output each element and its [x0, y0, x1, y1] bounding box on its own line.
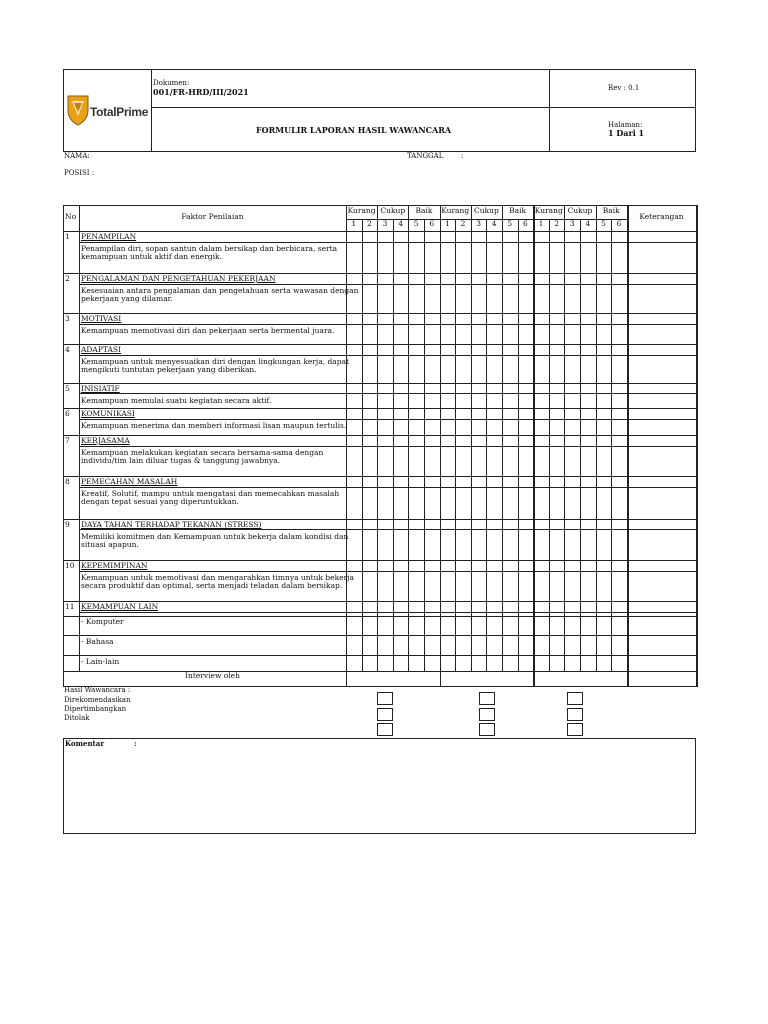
title-line	[79, 419, 696, 420]
score-line	[611, 219, 612, 671]
title-line	[79, 571, 696, 572]
revision: Rev : 0.1	[608, 84, 640, 92]
title-line	[79, 612, 696, 613]
score-number: 2	[554, 219, 559, 228]
tanggal-label: TANGGAL	[407, 152, 444, 160]
score-number: 3	[382, 219, 388, 228]
result-checkbox[interactable]	[567, 723, 583, 736]
doc-label: Dokumen:	[153, 79, 190, 87]
score-number: 4	[398, 219, 403, 228]
score-number: 5	[413, 219, 419, 228]
row-description: Penampilan diri, sopan santun dalam bersikap dan berbicara, serta	[81, 244, 338, 253]
score-line	[362, 219, 363, 671]
row-number: 6	[65, 409, 70, 418]
score-number: 5	[507, 219, 513, 228]
comment-box[interactable]	[63, 738, 696, 834]
row-title: KEMAMPUAN LAIN	[81, 602, 159, 611]
score-number: 1	[538, 219, 544, 228]
score-group-label: Cukup	[380, 206, 406, 215]
score-number: 2	[460, 219, 466, 228]
company-name: TotalPrime	[90, 105, 149, 119]
row-line	[63, 616, 696, 617]
row-description: Kemampuan untuk menyesuaikan diri dengan lingkungan kerja, dapat	[81, 357, 350, 366]
score-number: 2	[367, 219, 372, 228]
result-checkbox[interactable]	[567, 708, 583, 721]
row-description: kemampuan untuk aktif dan energik.	[81, 252, 222, 261]
interview-by-label: Interview oleh	[185, 671, 240, 680]
row-number: 10	[65, 561, 75, 570]
title-line	[79, 393, 696, 394]
company-logo	[64, 70, 152, 151]
row-title: INISIATIF	[81, 384, 120, 393]
result-checkbox[interactable]	[567, 692, 583, 705]
page-value: 1 Dari 1	[608, 128, 645, 138]
comment-label: Komentar	[65, 739, 105, 748]
row-title: PEMECAHAN MASALAH	[81, 477, 178, 486]
shield-logo-icon	[67, 94, 89, 126]
title-line	[79, 487, 696, 488]
row-line	[63, 655, 696, 656]
page-label: Halaman:	[608, 121, 643, 129]
row-line	[63, 635, 696, 636]
row-title: KERJASAMA	[81, 436, 130, 445]
tanggal-colon: :	[461, 152, 464, 160]
row-line	[63, 435, 696, 436]
title-line	[79, 284, 696, 285]
row-description: Kreatif, Solutif, mampu untuk mengatasi dan memecahkan masalah	[81, 489, 340, 498]
title-line	[79, 242, 696, 243]
row-line	[63, 408, 696, 409]
title-line	[79, 529, 696, 530]
row-description: Kemampuan memulai suatu kegiatan secara aktif.	[81, 396, 272, 405]
score-number: 1	[351, 219, 357, 228]
score-line	[518, 219, 519, 671]
row-description: Kemampuan untuk memotivasi dan mengarahkan timnya untuk bekerja	[81, 573, 354, 582]
title-line	[79, 446, 696, 447]
col-faktor-header: Faktor Penilaian	[181, 212, 244, 221]
row-description: Kemampuan memotivasi diri dan pekerjaan serta bermental juara.	[81, 326, 335, 335]
row-description: situasi apapun.	[81, 540, 139, 549]
row-title: DAYA TAHAN TERHADAP TEKANAN (STRESS)	[81, 520, 262, 529]
result-checkbox[interactable]	[479, 723, 495, 736]
comment-colon: :	[134, 739, 137, 748]
result-checkbox[interactable]	[377, 692, 393, 705]
row-title: MOTIVASI	[81, 314, 122, 323]
row-number: 1	[65, 232, 70, 241]
score-number: 6	[523, 219, 528, 228]
score-number: 6	[429, 219, 435, 228]
score-number: 4	[585, 219, 591, 228]
score-number: 5	[601, 219, 606, 228]
score-number: 4	[491, 219, 497, 228]
result-checkbox[interactable]	[377, 723, 393, 736]
row-description: Kesesuaian antara pengalaman dan pengetahuan serta wawasan dengan	[81, 286, 359, 295]
score-line	[549, 219, 550, 671]
option-ditolak: Ditolak	[64, 714, 90, 722]
doc-number: 001/FR-HRD/III/2021	[153, 87, 249, 97]
score-group-label: Kurang	[347, 206, 376, 215]
score-group-label: Baik	[415, 206, 433, 215]
row-line	[63, 686, 696, 687]
score-number: 6	[616, 219, 622, 228]
option-direkomendasikan: Direkomendasikan	[64, 696, 131, 704]
posisi-label: POSISI :	[64, 169, 95, 177]
row-number: 8	[65, 477, 70, 486]
header-bottom-line	[63, 231, 696, 232]
result-label: Hasil Wawancara :	[64, 686, 131, 694]
row-title: KOMUNIKASI	[81, 409, 135, 418]
score-number: 3	[569, 219, 575, 228]
score-line	[486, 219, 487, 671]
row-line	[63, 383, 696, 384]
row-number: 5	[65, 384, 70, 393]
row-description: mengikuti tuntutan pekerjaan yang diberikan.	[81, 365, 257, 374]
row-number: 11	[65, 602, 75, 611]
form-title: FORMULIR LAPORAN HASIL WAWANCARA	[256, 125, 452, 135]
col-keterangan-header: Keterangan	[639, 212, 684, 221]
table-border	[63, 205, 64, 686]
row-number: 9	[65, 520, 70, 529]
row-title: KEPEMIMPINAN	[81, 561, 148, 570]
row-number: 7	[65, 436, 70, 445]
score-group-label: Baik	[509, 206, 527, 215]
score-group-label: Kurang	[534, 206, 563, 215]
row-number: 4	[65, 345, 70, 354]
row-description: individu/tim lain diluar tugas & tanggung jawabnya.	[81, 456, 281, 465]
col-no-header: No	[65, 212, 77, 221]
row-number: 2	[65, 274, 70, 283]
row-title: PENGALAMAN DAN PENGETAHUAN PEKERJAAN	[81, 274, 276, 283]
row-line	[63, 344, 696, 345]
sub-item: - Komputer	[81, 617, 124, 626]
score-group-label: Baik	[602, 206, 620, 215]
score-line	[455, 219, 456, 671]
result-checkbox[interactable]	[479, 692, 495, 705]
row-description: pekerjaan yang dilamar.	[81, 294, 173, 303]
score-line	[580, 219, 581, 671]
row-description: secara produktif dan optimal, serta menjadi teladan dalam bersikap.	[81, 581, 343, 590]
nama-label: NAMA:	[64, 152, 90, 160]
score-line	[393, 219, 394, 671]
title-line	[79, 355, 696, 356]
sub-item: - Lain-lain	[81, 657, 120, 666]
row-title: PENAMPILAN	[81, 232, 137, 241]
row-number: 3	[65, 314, 70, 323]
option-dipertimbangkan: Dipertimbangkan	[64, 705, 127, 713]
row-line	[63, 313, 696, 314]
result-checkbox[interactable]	[377, 708, 393, 721]
row-description: Kemampuan menerima dan memberi informasi lisan maupun tertulis.	[81, 421, 347, 430]
title-line	[79, 324, 696, 325]
row-description: Memiliki komitmen dan Kemampuan untuk bekerja dalam kondisi dan	[81, 532, 349, 541]
score-number: 3	[476, 219, 481, 228]
score-group-label: Kurang	[441, 206, 470, 215]
score-line	[424, 219, 425, 671]
sub-item: - Bahasa	[81, 637, 114, 646]
score-group-label: Cukup	[474, 206, 499, 215]
row-description: dengan tepat sesuai yang diperuntukkan.	[81, 497, 239, 506]
score-group-label: Cukup	[567, 206, 593, 215]
result-checkbox[interactable]	[479, 708, 495, 721]
row-title: ADAPTASI	[81, 345, 122, 354]
score-number: 1	[445, 219, 450, 228]
table-border	[696, 205, 698, 687]
row-line	[63, 560, 696, 561]
row-description: Kemampuan melakukan kegiatan secara bersama-sama dengan	[81, 448, 324, 457]
